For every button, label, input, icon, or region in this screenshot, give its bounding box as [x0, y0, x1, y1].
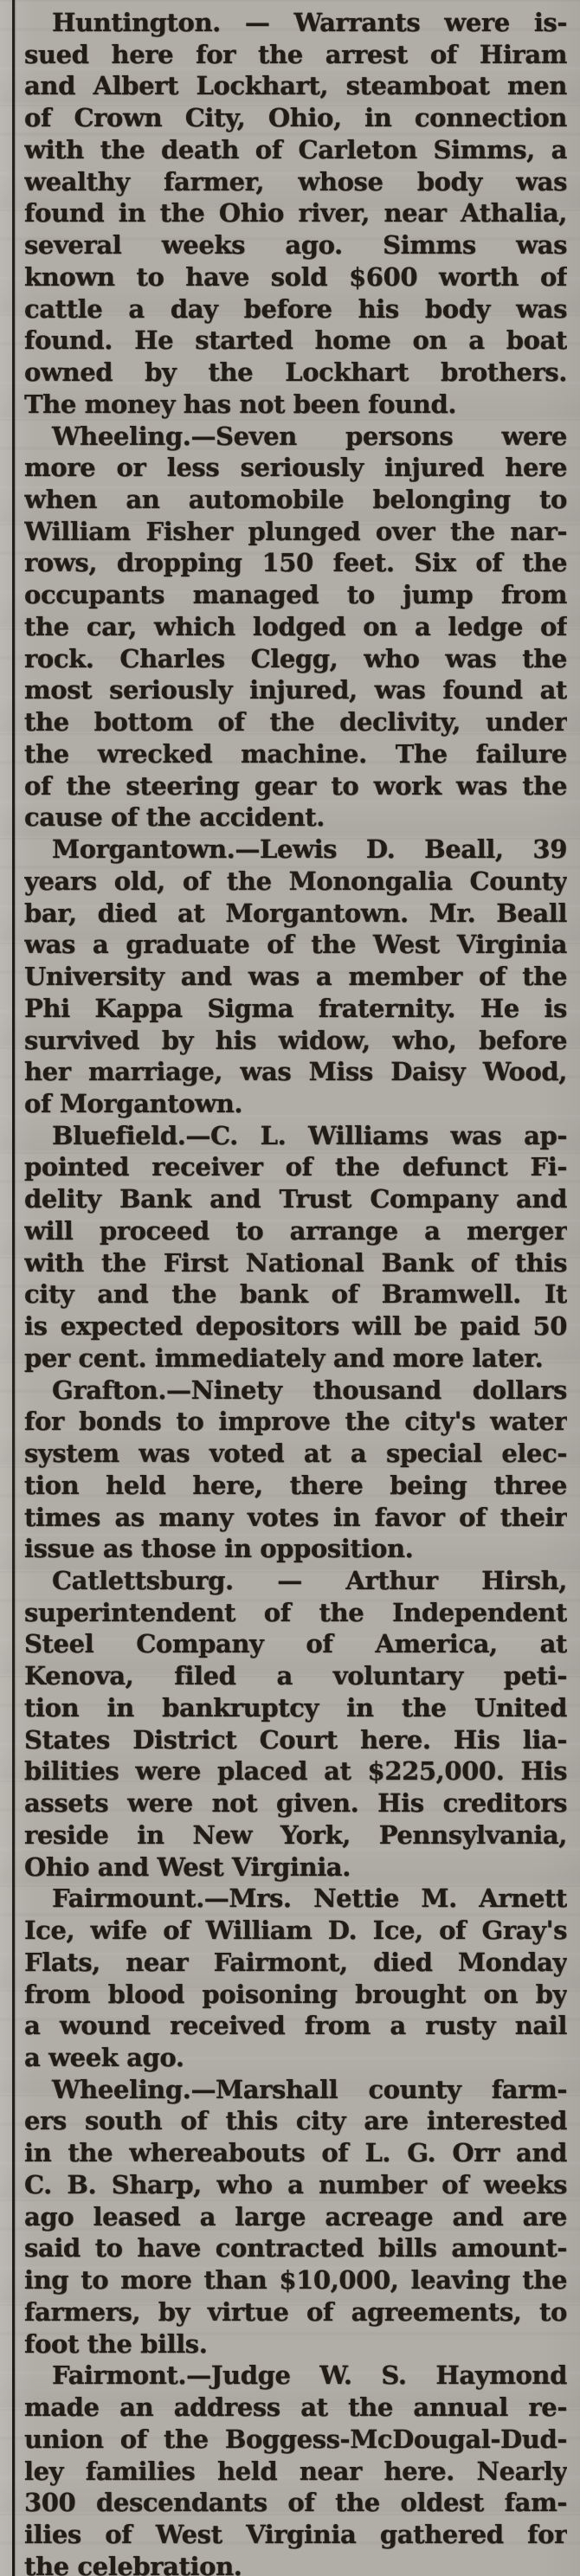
text-line: the celebration.	[24, 2551, 242, 2576]
text-line: tion held here, there being three	[24, 1470, 567, 1500]
text-line: ley families held near here. Nearly	[24, 2456, 567, 2486]
text-line: superintendent of the Independent	[24, 1597, 567, 1627]
text-line: her marriage, was Miss Daisy Wood,	[24, 1057, 567, 1087]
text-line: Kenova, filed a voluntary peti-	[24, 1661, 567, 1691]
text-line: Flats, near Fairmont, died Monday	[24, 1947, 567, 1977]
text-line: C. B. Sharp, who a number of weeks	[24, 2169, 567, 2199]
text-line: cause of the accident.	[24, 802, 325, 833]
news-paragraph	[24, 834, 567, 1120]
text-line: reside in New York, Pennsylvania,	[24, 1819, 567, 1850]
text-line: States District Court here. His lia-	[24, 1724, 567, 1755]
text-line: from blood poisoning brought on by	[24, 1979, 567, 2009]
news-paragraph	[24, 1120, 567, 1375]
news-column	[24, 7, 567, 2576]
text-line: with the death of Carleton Simms, a	[24, 134, 567, 164]
text-line: Huntington. — Warrants were is-	[52, 8, 567, 37]
text-line: of the steering gear to work was the	[24, 770, 567, 801]
text-line: several weeks ago. Simms was	[24, 230, 567, 261]
text-line: rows, dropping 150 feet. Six of the	[24, 548, 567, 578]
text-line: for bonds to improve the city's water	[24, 1407, 567, 1437]
text-line: owned by the Lockhart brothers.	[24, 357, 567, 388]
text-line: known to have sold $600 worth of	[24, 261, 567, 292]
text-line: ilies of West Virginia gathered for	[24, 2520, 567, 2550]
text-line: per cent. immediately and more later.	[24, 1343, 544, 1373]
text-line: ago leased a large acreage and are	[24, 2201, 567, 2231]
text-line: Wheeling.—Seven persons were	[52, 421, 567, 451]
text-line: The money has not been found.	[24, 389, 457, 419]
text-line: Fairmont.—Judge W. S. Haymond	[52, 2360, 567, 2391]
text-line: city and the bank of Bramwell. It	[24, 1279, 567, 1310]
text-line: Ice, wife of William D. Ice, of Gray's	[24, 1916, 567, 1946]
news-paragraph	[24, 421, 567, 834]
text-line: was a graduate of the West Virginia	[24, 930, 567, 960]
text-line: Fairmount.—Mrs. Nettie M. Arnett	[52, 1884, 567, 1914]
text-line: Phi Kappa Sigma fraternity. He is	[24, 993, 567, 1023]
text-line: Bluefield.—C. L. Williams was ap-	[52, 1120, 567, 1150]
text-line: is expected depositors will be paid 50	[24, 1311, 567, 1342]
text-line: the bottom of the declivity, under	[24, 707, 567, 737]
text-line: bar, died at Morgantown. Mr. Beall	[24, 898, 567, 928]
text-line: Grafton.—Ninety thousand dollars	[52, 1375, 567, 1405]
text-line: foot the bills.	[24, 2328, 208, 2359]
text-line: farmers, by virtue of agreements, to	[24, 2296, 567, 2327]
text-line: William Fisher plunged over the nar-	[24, 516, 567, 546]
news-paragraph	[24, 1375, 567, 1565]
text-line: assets were not given. His creditors	[24, 1788, 567, 1819]
text-line: times as many votes in favor of their	[24, 1502, 567, 1532]
text-line: ing to more than $10,000, leaving the	[24, 2265, 567, 2296]
text-line: found in the Ohio river, near Athalia,	[24, 198, 567, 229]
text-line: University and was a member of the	[24, 962, 567, 992]
text-line: Ohio and West Virginia.	[24, 1852, 351, 1882]
text-line: 300 descendants of the oldest fam-	[24, 2488, 567, 2518]
text-line: survived by his widow, who, before	[24, 1025, 567, 1055]
text-line: found. He started home on a boat	[24, 325, 567, 356]
text-line: of Morgantown.	[24, 1088, 243, 1118]
text-line: a wound received from a rusty nail	[24, 2011, 567, 2041]
text-line: most seriously injured, was found at	[24, 675, 567, 705]
text-line: sued here for the arrest of Hiram	[24, 39, 567, 69]
text-line: Catlettsburg. — Arthur Hirsh,	[52, 1565, 567, 1595]
text-line: the wrecked machine. The failure	[24, 738, 567, 769]
text-line: years old, of the Monongalia County	[24, 866, 567, 896]
text-line: Morgantown.—Lewis D. Beall, 39	[52, 834, 567, 865]
text-line: and Albert Lockhart, steamboat men	[24, 71, 567, 101]
text-line: cattle a day before his body was	[24, 293, 567, 324]
text-line: occupants managed to jump from	[24, 580, 567, 610]
text-line: in the whereabouts of L. G. Orr and	[24, 2138, 567, 2168]
text-line: system was voted at a special elec-	[24, 1439, 567, 1469]
text-line: rock. Charles Clegg, who was the	[24, 643, 567, 673]
text-line: with the First National Bank of this	[24, 1247, 567, 1278]
text-line: delity Bank and Trust Company and	[24, 1184, 567, 1214]
text-line: the car, which lodged on a ledge of	[24, 611, 567, 641]
text-line: pointed receiver of the defunct Fi-	[24, 1152, 567, 1182]
text-line: more or less seriously injured here	[24, 453, 567, 483]
column-divider-rule	[12, 0, 15, 2576]
text-line: will proceed to arrange a merger	[24, 1215, 567, 1246]
text-line: Steel Company of America, at	[24, 1629, 567, 1659]
news-paragraph	[24, 2360, 567, 2576]
text-line: bilities were placed at $225,000. His	[24, 1756, 567, 1787]
news-paragraph	[24, 2074, 567, 2360]
text-line: said to have contracted bills amount-	[24, 2233, 567, 2264]
text-line: Wheeling.—Marshall county farm-	[52, 2074, 567, 2104]
text-line: made an address at the annual re-	[24, 2392, 567, 2423]
text-line: wealthy farmer, whose body was	[24, 166, 567, 196]
text-line: ers south of this city are interested	[24, 2106, 567, 2136]
text-line: tion in bankruptcy in the United	[24, 1692, 567, 1723]
text-line: when an automobile belonging to	[24, 485, 567, 515]
news-paragraph	[24, 1883, 567, 2073]
text-line: a week ago.	[24, 2043, 184, 2072]
text-line: issue as those in opposition.	[24, 1534, 414, 1564]
news-paragraph	[24, 1565, 567, 1883]
text-line: of Crown City, Ohio, in connection	[24, 103, 567, 133]
news-paragraph	[24, 7, 567, 421]
text-line: union of the Boggess-McDougal-Dud-	[24, 2424, 567, 2454]
